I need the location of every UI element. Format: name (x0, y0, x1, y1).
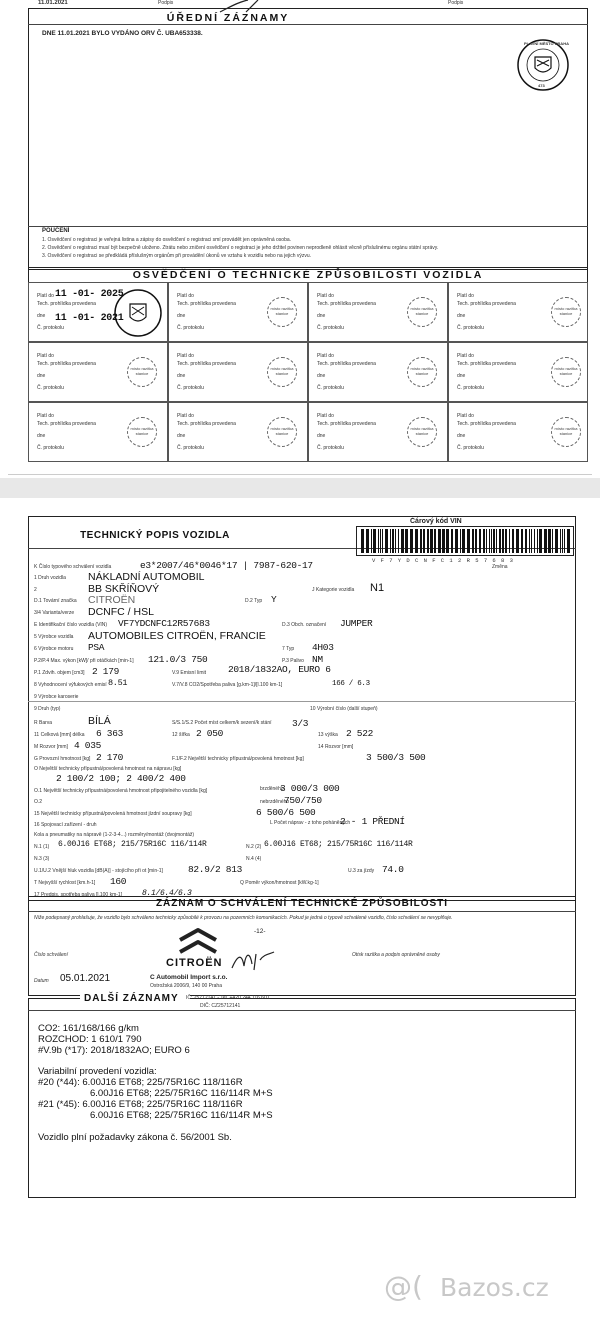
stamp-placeholder-ring (551, 417, 581, 447)
tech-cert-title: OSVĚDČENÍ O TECHNICKÉ ZPŮSOBILOSTI VOZIDLA (132, 269, 484, 281)
druh-label: 1 Druh vozidla (34, 575, 66, 581)
vykon-label: P.2/P.4 Max. výkon [kW]/ při otáčkách [min-1] (34, 658, 134, 664)
variant-line-4: 6.00J16 ET68; 225/75R16C 116/114R M+S (90, 1110, 273, 1121)
watermark-symbol: @( (384, 1270, 423, 1303)
cert-cell-cell-label-tech: Tech. prohlídka provedena (317, 421, 376, 427)
vin-barcode (357, 527, 573, 555)
compliance-line: Vozidlo plní požadavky zákona č. 56/2001 Sb. (38, 1132, 232, 1143)
cert-cell (308, 282, 448, 342)
tech-description-title: TECHNICKÝ POPIS VOZIDLA (80, 530, 230, 541)
hluk-value: 8.51 (108, 678, 128, 688)
barcode-bar (446, 529, 449, 553)
barcode-bar (366, 529, 369, 553)
barcode-bar (373, 529, 376, 553)
stamp-placeholder-text: místo razítka stanice (270, 366, 294, 376)
barcode-bar (479, 529, 481, 553)
cert-cell-dne-value: 11 -01- 2021 (55, 313, 124, 324)
cert-cell-cell-label-tech: Tech. prohlídka provedena (37, 421, 96, 427)
druh-value: NÁKLADNÍ AUTOMOBIL (88, 571, 205, 583)
delka-label: 11 Celková [mm] délka (34, 732, 85, 738)
barcode-bar (380, 529, 381, 553)
motor-label: 6 Výrobce motoru (34, 646, 74, 652)
barcode-bar (531, 529, 532, 553)
provozni-value: 2 170 (96, 752, 124, 763)
cert-cell-cell-label-tech: Tech. prohlídka provedena (177, 421, 236, 427)
sirka-label: 12 šířka (172, 732, 190, 738)
pocet-naprav-value: 2 - 1 PŘEDNÍ (340, 816, 405, 827)
city-stamp-number: 473 (538, 83, 545, 88)
emise-label: V.9 Emisní limit (172, 670, 206, 676)
cert-cell-cell-label-protokol: Č. protokolu (457, 325, 484, 331)
official-record-line: DNE 11.01.2021 BYLO VYDÁNO ORV Č. UBA653338. (42, 30, 203, 37)
barcode-bar (475, 529, 477, 553)
barcode-bar (390, 529, 391, 553)
stamp-placeholder-text: místo razítka stanice (410, 366, 434, 376)
stamp-placeholder-ring (551, 297, 581, 327)
cert-cell-cell-label-tech: Tech. prohlídka provedena (317, 361, 376, 367)
kategorie-value: N1 (370, 582, 385, 594)
city-stamp (516, 38, 570, 92)
barcode-bar (491, 529, 492, 553)
approval-marker: -12- (254, 928, 266, 935)
n2-label: N.2 (2) (246, 844, 262, 850)
barcode-bar (483, 529, 485, 553)
cert-cell-cell-label-tech: Tech. prohlídka provedena (457, 301, 516, 307)
barcode-bar (423, 529, 425, 553)
cert-cell-cell-label-protokol: Č. protokolu (37, 445, 64, 451)
kombinovana-value: 8.1/6.4/6.3 (142, 889, 192, 898)
cert-cell-cell-label-plati: Platí do (37, 413, 54, 419)
rozchod-value: 4 035 (74, 740, 102, 751)
k-label: K Číslo typového schválení vozidla (34, 564, 112, 570)
barva-label: R Barva (34, 720, 53, 726)
top-right-label: Podpis (448, 0, 464, 6)
nebrzd-value: 750/750 (284, 795, 322, 806)
importer-line-3: IČ: 25712141 - Tel. +420 244 116 601 (186, 995, 270, 1001)
barcode-bar (401, 529, 404, 553)
cert-cell-cell-label-protokol: Č. protokolu (37, 325, 64, 331)
additional-title: DALŠÍ ZÁZNAMY (80, 993, 190, 1004)
additional-line-3: #V.9b (*17): 2018/1832AO; EURO 6 (38, 1045, 190, 1056)
cert-cell (28, 282, 168, 342)
barcode-bar (460, 529, 461, 553)
barcode-bar (486, 529, 487, 553)
cert-cell-cell-label-plati: Platí do (37, 353, 54, 359)
barcode-bar (505, 529, 507, 553)
barcode-bar (489, 529, 490, 553)
stamp-placeholder-ring (551, 357, 581, 387)
barcode-bar (371, 529, 372, 553)
hluk2-label: U.1/U.2 Vnější hluk vozidla [dB(A)] - stojícího při ot [min-1] (34, 868, 163, 874)
barcode-bar (537, 529, 538, 553)
barcode-bar (395, 529, 396, 553)
zdvih-value: 2 179 (92, 666, 120, 677)
barcode-bar (529, 529, 530, 553)
cert-cell-cell-label-plati: Platí do (317, 293, 334, 299)
napravy-value: 2 100/2 100; 2 400/2 400 (56, 773, 186, 784)
cert-cell (28, 402, 168, 462)
karoserie-label: 2 (34, 587, 37, 593)
cert-cell (168, 342, 308, 402)
cert-cell-cell-label-dne: dne (317, 373, 326, 379)
cert-cell-cell-label-dne: dne (457, 433, 466, 439)
k-value: e3*2007/46*0046*17 | 7987-620-17 (140, 560, 313, 571)
datum-value: 05.01.2021 (60, 973, 111, 984)
stamp-placeholder-text: místo razítka stanice (554, 426, 578, 436)
cert-cell-cell-label-dne: dne (177, 313, 186, 319)
palivo-label: P.3 Palivo (282, 658, 304, 664)
stamp-placeholder-ring (267, 357, 297, 387)
barcode-bar (415, 529, 418, 553)
registration-page-one (8, 0, 592, 475)
rychlost-value: 160 (110, 876, 127, 887)
variant-line-3: #21 (*45): 6.00J16 ET68; 225/75R16C 118/116R (38, 1099, 243, 1110)
barcode-bar (385, 529, 388, 553)
approval-text: Níže podepsaný prohlašuje, že vozidlo bylo schváleno technicky způsobilé k provozu na pozemních komunikacích. Pokud je jedná o typově schválené vozidlo, číslo schválení se nevyplňuje. (34, 915, 453, 921)
barcode-bar (455, 529, 458, 553)
barcode-bar (398, 529, 399, 553)
cert-cell-cell-label-plati: Platí do (317, 353, 334, 359)
stamp-placeholder-text: místo razítka stanice (410, 306, 434, 316)
top-left-label: Podpis (158, 0, 174, 6)
kategorie-label: J Kategorie vozidla (312, 587, 355, 593)
kola-label: Kola a pneumatiky na nápravě (1-2-3-4...) rozměry/montáž (dvojmontáž) (34, 832, 195, 838)
soupravy-value: 6 500/6 500 (256, 807, 316, 818)
cert-cell-cell-label-plati: Platí do (317, 413, 334, 419)
n2-value: 6.00J16 ET68; 215/75R16C 116/114R (264, 840, 413, 849)
barcode-bar (564, 529, 565, 553)
vyrobce-value: AUTOMOBILES CITROËN, FRANCIE (88, 630, 266, 642)
page-separator (0, 478, 600, 498)
approval-title: ZÁZNAM O SCHVÁLENÍ TECHNICKÉ ZPŮSOBILOSTI (155, 898, 449, 909)
cert-cell-cell-label-dne: dne (457, 373, 466, 379)
vyska-value: 2 522 (346, 728, 374, 739)
karoserie-value: BB SKŘÍŇOVÝ (88, 583, 160, 595)
palivo-value: NM (312, 654, 323, 665)
importer-line-2: Ostrožská 2006/9, 140 00 Praha (150, 983, 222, 989)
city-stamp-text: PLAVNÍ MĚSTO PRAHA (524, 41, 569, 46)
variant-line-2: 6.00J16 ET68; 225/75R16C 116/114R M+S (90, 1088, 273, 1099)
notice-title: POUČENÍ (42, 228, 70, 234)
barcode-bar (548, 529, 551, 553)
additional-line-1: CO2: 161/168/166 g/km (38, 1023, 139, 1034)
stamp-placeholder-text: místo razítka stanice (130, 366, 154, 376)
barcode-bar (451, 529, 453, 553)
cert-cell-cell-label-plati: Platí do (457, 413, 474, 419)
cert-cell-cell-label-protokol: Č. protokolu (457, 445, 484, 451)
variant-line-1: #20 (*44): 6.00J16 ET68; 225/75R16C 118/116R (38, 1077, 243, 1088)
cert-cell-cell-label-dne: dne (177, 373, 186, 379)
cislo-label: Číslo schválení (34, 952, 68, 958)
barcode-bar (539, 529, 542, 553)
vykon-value: 121.0/3 750 (148, 654, 208, 665)
soupravy-label: 15 Největší technicky přípustná/povolená hmotnost jízdní soupravy [kg] (34, 811, 192, 817)
barcode-label: Čárový kód VIN (410, 518, 462, 525)
privesu-label: O.1 Největší technicky přípustná/povolená hmotnost připojitelného vozidla [kg] (34, 788, 208, 794)
cert-city-stamp (113, 287, 163, 344)
cert-cell-cell-label-plati: Platí do (457, 293, 474, 299)
barcode-bar (521, 529, 523, 553)
stamp-placeholder-text: místo razítka stanice (130, 426, 154, 436)
typ-motoru-value: 4H03 (312, 642, 334, 653)
cert-cell (448, 342, 588, 402)
typ-label: D.2 Typ (245, 598, 263, 604)
cert-cell (28, 342, 168, 402)
datum-label: Datum (34, 978, 49, 984)
signature-scribble (230, 950, 276, 974)
jizda-value: 74.0 (382, 864, 404, 875)
cert-cell (308, 342, 448, 402)
cert-cell (448, 402, 588, 462)
barcode-bar (405, 529, 408, 553)
o2-label: O.2 (34, 799, 43, 805)
cert-cell (168, 402, 308, 462)
cert-cell-cell-label-dne: dne (37, 373, 46, 379)
importer-line-4: DIČ: CZ25712141 (200, 1003, 241, 1009)
karoserie2-label: 9 Výrobce karoserie (34, 694, 79, 700)
cert-cell-cell-label-protokol: Č. protokolu (317, 385, 344, 391)
nejvetsi-value: 3 500/3 500 (366, 752, 426, 763)
official-records-title: ÚŘEDNÍ ZÁZNAMY (166, 12, 290, 24)
barcode-bar (420, 529, 422, 553)
stamp-placeholder-text: místo razítka stanice (270, 306, 294, 316)
barcode-bar (555, 529, 558, 553)
stamp-placeholder-ring (127, 357, 157, 387)
barcode-bar (438, 529, 441, 553)
cert-cell-cell-label-protokol: Č. protokolu (317, 325, 344, 331)
barcode-bar (567, 529, 570, 553)
cert-cell-cell-label-dne: dne (37, 433, 46, 439)
barcode-bar (496, 529, 497, 553)
spojovaci-label: 16 Spojovací zařízení - druh (34, 822, 97, 828)
barcode-bar (493, 529, 495, 553)
barcode-bar (462, 529, 465, 553)
cert-cell-cell-label-tech: Tech. prohlídka provedena (37, 361, 96, 367)
barcode-bar (509, 529, 510, 553)
notice-line-3: 3. Osvědčení o registraci se předkládá příslušným orgánům při provádění úkonů ve vztahu k vozidlu nebo na jejich výzvu. (42, 253, 312, 259)
cert-cell-plati-value: 11 -01- 2025 (55, 289, 124, 300)
cert-cell-cell-label-tech: Tech. prohlídka provedena (457, 421, 516, 427)
mista-value: 3/3 (292, 718, 309, 729)
barcode-bar (502, 529, 504, 553)
stamp-placeholder-text: místo razítka stanice (270, 426, 294, 436)
cert-cell-cell-label-plati: Platí do (177, 293, 194, 299)
cert-cell-cell-label-tech: Tech. prohlídka provedena (177, 301, 236, 307)
pomer-label: Q Poměr výkon/hmotnost [kW.kg-1] (240, 880, 319, 886)
hluk-label: 8 Vyhodnocení výfukových emisí (34, 682, 107, 688)
provozni-label: G Provozní hmotnost [kg] (34, 756, 91, 762)
cert-cell-cell-label-dne: dne (177, 433, 186, 439)
privesu-brzd-value: 3 000/3 000 (280, 783, 340, 794)
cert-cell-cell-label-tech: Tech. prohlídka provedena (177, 361, 236, 367)
pocet-naprav-label: L Počet náprav - z toho poháněných (270, 820, 351, 826)
vin-label: E Identifikační číslo vozidla (VIN) (34, 622, 108, 628)
barcode-box (356, 526, 574, 556)
watermark-text: Bazos.cz (440, 1273, 549, 1302)
emise-value: 2018/1832AO, EURO 6 (228, 664, 331, 675)
obch-value: JUMPER (340, 618, 373, 629)
rozchod-label: M Rozvor [mm] (34, 744, 68, 750)
cert-cell (448, 282, 588, 342)
rozvor-label: 14 Rozvor [mm] (318, 744, 354, 750)
druh-typ-label: 9 Druh (typ) (34, 706, 61, 712)
spotreba-value: 166 / 6.3 (332, 680, 370, 688)
barcode-bar (512, 529, 514, 553)
tovarni-label: D.1 Tovární značka (34, 598, 77, 604)
delka-value: 6 363 (96, 728, 124, 739)
cert-cell-cell-label-protokol: Č. protokolu (317, 445, 344, 451)
importer-line-1: C Automobil Import s.r.o. (150, 974, 228, 981)
barcode-bar (534, 529, 535, 553)
cert-cell-cell-label-dne: dne (317, 313, 326, 319)
notice-line-1: 1. Osvědčení o registraci je veřejná listina a zápisy do osvědčení o registraci smí provádět jen oprávněná osoba. (42, 237, 292, 243)
typ-motoru-label: 7 Typ (282, 646, 295, 652)
stamp-placeholder-text: místo razítka stanice (554, 306, 578, 316)
cert-cell-cell-label-tech: Tech. prohlídka provedena (317, 301, 376, 307)
barcode-bar (430, 529, 433, 553)
barcode-sub: Změna (492, 564, 508, 570)
hluk2-value: 82.9/2 813 (188, 864, 243, 875)
obsl-label: Otisk razítka a podpis oprávněné osoby (352, 952, 440, 958)
barcode-bar (562, 529, 563, 553)
n1-value: 6.00J16 ET68; 215/75R16C 116/114R (58, 840, 207, 849)
official-records-box (28, 8, 588, 270)
n1-label: N.1 (1) (34, 844, 50, 850)
citroen-brand: CITROËN (166, 957, 223, 969)
privesu-brzd-label: brzděného (260, 786, 284, 792)
stamp-placeholder-text: místo razítka stanice (410, 426, 434, 436)
cert-cell-cell-label-protokol: Č. protokolu (37, 385, 64, 391)
stamp-placeholder-ring (407, 297, 437, 327)
varianta-label: 3/4 Varianta/verze (34, 610, 75, 616)
barcode-bar (472, 529, 474, 553)
kombinovana-label: 17 Predpis, spotřeba paliva [l.100 km-1] (34, 892, 123, 898)
vyska-label: 13 výška (318, 732, 338, 738)
stamp-placeholder-ring (267, 417, 297, 447)
barcode-bar (525, 529, 527, 553)
stamp-placeholder-ring (407, 417, 437, 447)
barcode-bar (382, 529, 383, 553)
cert-cell-cell-label-plati: Platí do (457, 353, 474, 359)
stamp-placeholder-ring (407, 357, 437, 387)
barcode-bar (544, 529, 547, 553)
cert-cell-cell-label-dne: dne (317, 433, 326, 439)
cert-cell-cell-label-protokol: Č. protokolu (177, 325, 204, 331)
notice-line-2: 2. Osvědčení o registraci musí být bezpečně uloženo. Ztrátu nebo zničení osvědčení o registraci je jeho držitel povinen neprodleně ohlásit věcně příslušnému orgánu státní správy. (42, 245, 439, 251)
obch-label: D.3 Obch. označení (282, 622, 327, 628)
typ-value: Y (271, 594, 277, 605)
vyrobni-label: 10 Výrobní číslo (další stupeň) (310, 706, 378, 712)
additional-line-2: ROZCHOD: 1 610/1 790 (38, 1034, 142, 1045)
n4-label: N.4 (4) (246, 856, 262, 862)
barcode-bar (427, 529, 429, 553)
spotreba-label: V.7/V.8 CO2/Spotřeba paliva [g.km-1]/[l.100 km-1] (172, 682, 283, 688)
variants-title: Variabilní provedení vozidla: (38, 1066, 157, 1077)
barcode-bar (499, 529, 501, 553)
nebrzd-label: nebrzděného (260, 799, 290, 805)
sirka-value: 2 050 (196, 728, 224, 739)
barcode-bar (392, 529, 394, 553)
vyrobce-label: 5 Výrobce vozidla (34, 634, 74, 640)
cert-cell-cell-label-protokol: Č. protokolu (457, 385, 484, 391)
barcode-bar (560, 529, 561, 553)
cert-cell-cell-label-plati: Platí do (37, 293, 54, 299)
barva-value: BÍLÁ (88, 715, 111, 727)
motor-value: PSA (88, 642, 105, 653)
mista-label: S/S.1/S.2 Počet míst celkem/k sezení/k stání (172, 720, 272, 726)
top-date: 11.01.2021 (38, 0, 68, 6)
cert-cell-cell-label-dne: dne (457, 313, 466, 319)
vin-value: VF7YDCNFC12R57683 (118, 618, 210, 629)
barcode-bar (410, 529, 413, 553)
jizda-label: U.3 za jízdy (348, 868, 375, 874)
stamp-placeholder-text: místo razítka stanice (554, 366, 578, 376)
varianta-value: DCNFC / HSL (88, 606, 154, 618)
barcode-bar (467, 529, 470, 553)
napravy-label: O Největší technicky přípustná/povolená hmotnost na nápravu [kg] (34, 766, 182, 772)
barcode-bar (434, 529, 436, 553)
barcode-bar (361, 529, 364, 553)
cert-cell-cell-label-tech: Tech. prohlídka provedena (37, 301, 96, 307)
barcode-bar (516, 529, 519, 553)
stamp-placeholder-ring (267, 297, 297, 327)
cert-cell (308, 402, 448, 462)
barcode-bar (442, 529, 445, 553)
barcode-bar (552, 529, 553, 553)
cert-cell-cell-label-plati: Platí do (177, 413, 194, 419)
nejvetsi-label: F.1/F.2 Největší technicky přípustná/povolená hmotnost [kg] (172, 756, 304, 762)
barcode-text: V F 7 Y D C N F C 1 2 R 5 7 6 8 3 (372, 557, 514, 564)
cert-cell-cell-label-dne: dne (37, 313, 46, 319)
cert-cell-cell-label-protokol: Č. protokolu (177, 385, 204, 391)
cert-cell-cell-label-protokol: Č. protokolu (177, 445, 204, 451)
barcode-bar (378, 529, 379, 553)
cert-cell-cell-label-tech: Tech. prohlídka provedena (457, 361, 516, 367)
stamp-placeholder-ring (127, 417, 157, 447)
n3-label: N.3 (3) (34, 856, 50, 862)
zdvih-label: P.1 Zdvih. objem [cm3] (34, 670, 85, 676)
citroen-chevron-icon (176, 926, 220, 956)
technical-description-page (0, 498, 600, 1325)
rychlost-label: T Nejvyšší rychlost [km.h-1] (34, 880, 96, 886)
cert-cell-cell-label-plati: Platí do (177, 353, 194, 359)
tovarni-value: CITROËN (88, 594, 136, 606)
cert-cell (168, 282, 308, 342)
